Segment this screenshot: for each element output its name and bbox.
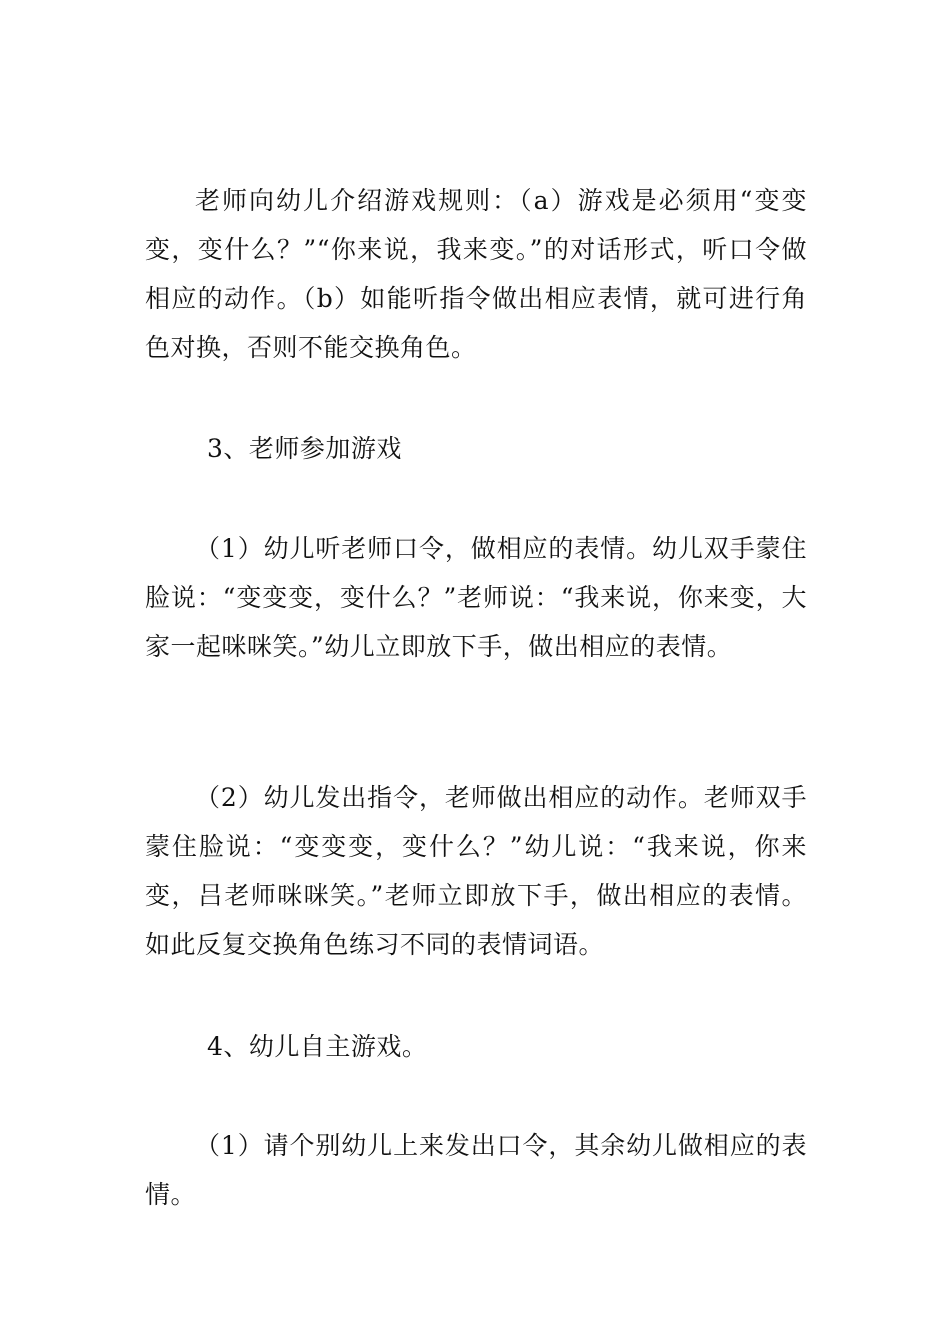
- paragraph-section3-item2: （2）幼儿发出指令，老师做出相应的动作。老师双手蒙住脸说：“变变变，变什么？”幼儿说：“我来说，你来变，吕老师咪咪笑。”老师立即放下手，做出相应的表情。如此反复交换角色练习不同的表情词语。: [145, 783, 807, 959]
- paragraph-section4-item1: （1）请个别幼儿上来发出口令，其余幼儿做相应的表情。: [145, 1131, 807, 1209]
- paragraph-section3-item1: （1）幼儿听老师口令，做相应的表情。幼儿双手蒙住脸说：“变变变，变什么？”老师说：“我来说，你来变，大家一起咪咪笑。”幼儿立即放下手，做出相应的表情。: [145, 534, 807, 661]
- section-heading-3: 3、老师参加游戏: [207, 434, 402, 463]
- paragraph-game-rules: 老师向幼儿介绍游戏规则：（a）游戏是必须用“变变变，变什么？”“你来说，我来变。”的对话形式，听口令做相应的动作。（b）如能听指令做出相应表情，就可进行角色对换，否则不能交换角色。: [145, 186, 807, 362]
- section-heading-4: 4、幼儿自主游戏。: [207, 1032, 428, 1061]
